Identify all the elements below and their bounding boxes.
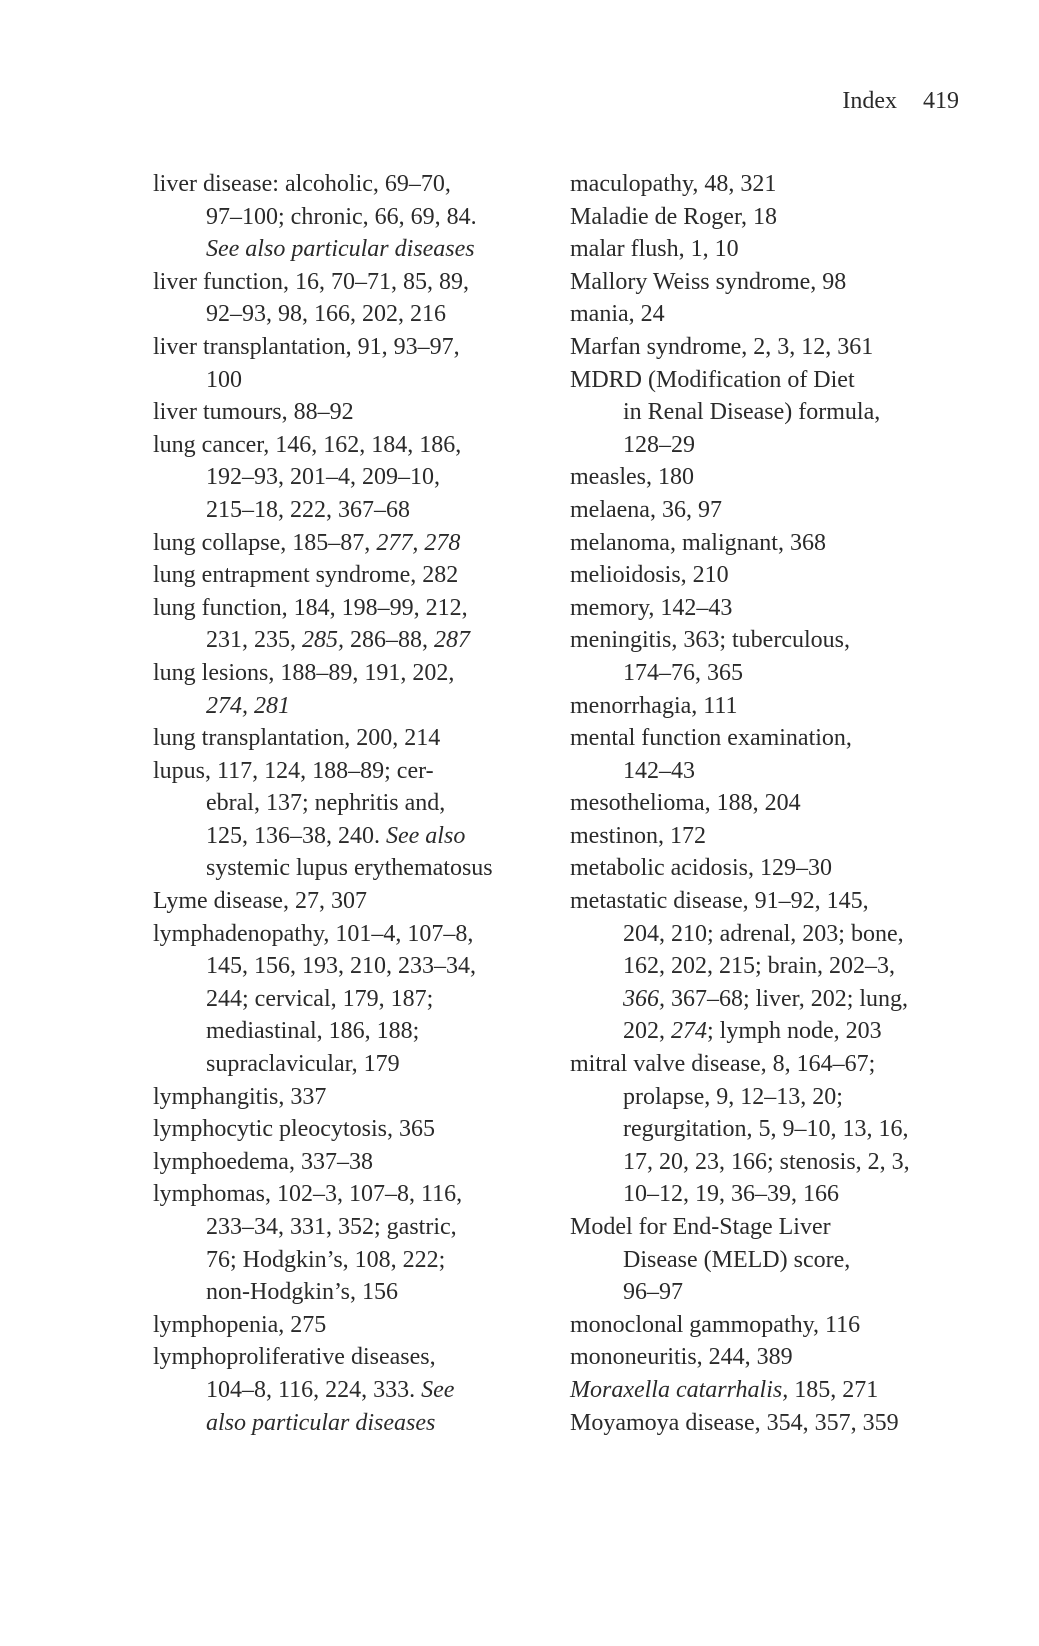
- index-subline: [153, 201, 538, 234]
- entry-text: liver transplantation, 91, 93–97,: [153, 333, 460, 360]
- entry-text: 10–12, 19, 36–39, 166: [623, 1181, 839, 1208]
- index-entry: [570, 494, 955, 527]
- entry-text: 92–93, 98, 166, 202, 216: [206, 301, 446, 328]
- entry-text: melanoma, malignant, 368: [570, 529, 826, 556]
- index-entry: [570, 852, 955, 885]
- index-entry: [570, 364, 955, 397]
- entry-text: 128–29: [623, 431, 695, 458]
- entry-text: MDRD (Modification of Diet: [570, 366, 855, 393]
- entry-text: lung transplantation, 200, 214: [153, 725, 441, 752]
- index-entry: [153, 1178, 538, 1211]
- index-subline: [570, 1015, 955, 1048]
- index-subline: [153, 233, 538, 266]
- entry-text: metastatic disease, 91–92, 145,: [570, 888, 869, 915]
- index-entry: [570, 1407, 955, 1440]
- index-subline: [570, 755, 955, 788]
- index-subline: [570, 1081, 955, 1114]
- entry-text: measles, 180: [570, 464, 694, 491]
- entry-italic-tail: 277, 278: [376, 529, 461, 556]
- entry-text: 145, 156, 193, 210, 233–34,: [206, 953, 476, 980]
- index-subline: [153, 820, 538, 853]
- entry-text: 125, 136–38, 240.: [206, 822, 386, 849]
- entry-text: meningitis, 363; tuberculous,: [570, 627, 850, 654]
- entry-text: systemic lupus erythematosus: [206, 855, 493, 882]
- index-entry: [570, 461, 955, 494]
- index-subline: [153, 1211, 538, 1244]
- index-subline: [153, 983, 538, 1016]
- index-subline: [153, 1048, 538, 1081]
- entry-text: lymphadenopathy, 101–4, 107–8,: [153, 920, 474, 947]
- index-subline: [570, 429, 955, 462]
- entry-text: ebral, 137; nephritis and,: [206, 790, 446, 817]
- index-entry: [153, 527, 538, 560]
- index-subline: [153, 494, 538, 527]
- entry-text: mononeuritis, 244, 389: [570, 1344, 793, 1371]
- index-entry: [153, 1146, 538, 1179]
- index-entry: [570, 1341, 955, 1374]
- entry-text: non-Hodgkin’s, 156: [206, 1279, 398, 1306]
- index-entry: [153, 722, 538, 755]
- entry-text: malar flush, 1, 10: [570, 236, 739, 263]
- entry-text: 100: [206, 366, 242, 393]
- entry-text: melioidosis, 210: [570, 562, 729, 589]
- entry-text: 244; cervical, 179, 187;: [206, 985, 434, 1012]
- entry-italic-tail: See: [421, 1376, 455, 1403]
- entry-italic-tail: 287: [434, 627, 470, 654]
- index-entry: [570, 527, 955, 560]
- entry-text: mestinon, 172: [570, 822, 706, 849]
- entry-text: lung collapse, 185–87,: [153, 529, 377, 556]
- entry-text: supraclavicular, 179: [206, 1051, 400, 1078]
- index-entry: [153, 266, 538, 299]
- index-entry: [570, 624, 955, 657]
- entry-text: 192–93, 201–4, 209–10,: [206, 464, 440, 491]
- index-entry: [570, 559, 955, 592]
- entry-text: Moraxella catarrhalis,: [570, 1376, 789, 1403]
- entry-italic-page: 274: [671, 1018, 707, 1045]
- index-entry: [153, 755, 538, 788]
- page-number: 419: [923, 88, 959, 114]
- entry-text: mania, 24: [570, 301, 665, 328]
- index-entry: [570, 820, 955, 853]
- entry-text: 97–100; chronic, 66, 69, 84.: [206, 203, 477, 230]
- entry-text: 233–34, 331, 352; gastric,: [206, 1214, 457, 1240]
- index-entry: [570, 331, 955, 364]
- entry-text: Model for End-Stage Liver: [570, 1214, 831, 1240]
- index-entry: [153, 429, 538, 462]
- entry-text: liver disease: alcoholic, 69–70,: [153, 171, 451, 197]
- entry-text: 202,: [623, 1018, 671, 1045]
- entry-text: Mallory Weiss syndrome, 98: [570, 268, 847, 295]
- index-entry: [570, 1374, 955, 1407]
- index-column-right: [570, 168, 955, 1439]
- index-subline: [153, 787, 538, 820]
- index-entry: [153, 1309, 538, 1342]
- index-entry: [570, 885, 955, 918]
- entry-text: melaena, 36, 97: [570, 496, 722, 523]
- entry-text-tail: 185, 271: [788, 1376, 879, 1403]
- index-subline: [153, 690, 538, 723]
- entry-text: 76; Hodgkin’s, 108, 222;: [206, 1246, 446, 1273]
- entry-italic-tail: See also: [386, 822, 466, 849]
- index-entry: [570, 722, 955, 755]
- entry-text: 142–43: [623, 757, 695, 784]
- entry-text: Disease (MELD) score,: [623, 1246, 851, 1273]
- entry-text: regurgitation, 5, 9–10, 13, 16,: [623, 1116, 909, 1143]
- entry-italic-page: 366,: [623, 985, 665, 1012]
- entry-text: 204, 210; adrenal, 203; bone,: [623, 920, 904, 947]
- running-head-label: Index: [842, 88, 897, 114]
- entry-text: also particular diseases: [206, 1409, 436, 1436]
- entry-text: 104–8, 116, 224, 333.: [206, 1376, 422, 1403]
- index-subline: [153, 364, 538, 397]
- index-entry: [570, 233, 955, 266]
- index-subline: [570, 1113, 955, 1146]
- entry-text: lymphomas, 102–3, 107–8, 116,: [153, 1181, 463, 1208]
- index-subline: [153, 298, 538, 331]
- index-subline: [153, 950, 538, 983]
- index-entry: [153, 331, 538, 364]
- index-entry: [570, 266, 955, 299]
- entry-text-tail: ; lymph node, 203: [707, 1018, 882, 1045]
- entry-text: mental function examination,: [570, 725, 852, 752]
- index-subline: [153, 852, 538, 885]
- index-entry: [570, 1211, 955, 1244]
- index-subline: [153, 1374, 538, 1407]
- index-entry: [153, 657, 538, 690]
- entry-text: lymphoproliferative diseases,: [153, 1344, 436, 1371]
- index-subline: [153, 1244, 538, 1277]
- index-subline: [570, 918, 955, 951]
- entry-text: lung function, 184, 198–99, 212,: [153, 594, 468, 621]
- entry-text: in Renal Disease) formula,: [623, 399, 881, 426]
- index-entry: [570, 592, 955, 625]
- index-subline: [570, 1244, 955, 1277]
- entry-text: prolapse, 9, 12–13, 20;: [623, 1083, 843, 1110]
- index-entry: [570, 201, 955, 234]
- entry-text: lymphopenia, 275: [153, 1311, 327, 1338]
- entry-italic-page: 285,: [302, 627, 344, 654]
- index-subline: [153, 461, 538, 494]
- index-entry: [570, 787, 955, 820]
- entry-text-tail: 286–88,: [344, 627, 434, 654]
- entry-text: See also particular diseases: [206, 236, 475, 263]
- index-column-left: [153, 168, 538, 1439]
- entry-text: lung lesions, 188–89, 191, 202,: [153, 659, 455, 686]
- index-subline: [153, 1407, 538, 1440]
- index-entry: [570, 298, 955, 331]
- index-entry: [570, 1048, 955, 1081]
- index-subline: [570, 950, 955, 983]
- entry-text: memory, 142–43: [570, 594, 733, 621]
- entry-text: 231, 235,: [206, 627, 302, 654]
- index-subline: [570, 396, 955, 429]
- entry-text: 17, 20, 23, 166; stenosis, 2, 3,: [623, 1148, 910, 1175]
- entry-text: mesothelioma, 188, 204: [570, 790, 801, 817]
- index-subline: [153, 1276, 538, 1309]
- entry-text: Maladie de Roger, 18: [570, 203, 777, 230]
- entry-text: monoclonal gammopathy, 116: [570, 1311, 861, 1338]
- entry-text: Marfan syndrome, 2, 3, 12, 361: [570, 333, 874, 360]
- index-entry: [153, 396, 538, 429]
- index-subline: [570, 1146, 955, 1179]
- index-subline: [570, 1276, 955, 1309]
- index-subline: [570, 983, 955, 1016]
- entry-text: lymphangitis, 337: [153, 1083, 327, 1110]
- entry-text: Lyme disease, 27, 307: [153, 888, 367, 915]
- entry-text: mitral valve disease, 8, 164–67;: [570, 1051, 876, 1078]
- index-entry: [153, 1081, 538, 1114]
- entry-text: 215–18, 222, 367–68: [206, 496, 410, 523]
- entry-text: 174–76, 365: [623, 659, 743, 686]
- entry-text: menorrhagia, 111: [570, 692, 738, 719]
- entry-text: 274, 281: [206, 692, 290, 719]
- entry-text: maculopathy, 48, 321: [570, 171, 777, 197]
- entry-text: mediastinal, 186, 188;: [206, 1018, 420, 1045]
- entry-text-tail: 367–68; liver, 202; lung,: [665, 985, 909, 1012]
- index-subline: [570, 1178, 955, 1211]
- index-entry: [153, 592, 538, 625]
- entry-text: 96–97: [623, 1279, 683, 1306]
- index-subline: [153, 1015, 538, 1048]
- entry-text: lymphocytic pleocytosis, 365: [153, 1116, 435, 1143]
- entry-text: lupus, 117, 124, 188–89; cer-: [153, 757, 434, 784]
- entry-text: lung entrapment syndrome, 282: [153, 562, 459, 589]
- entry-text: liver function, 16, 70–71, 85, 89,: [153, 268, 469, 295]
- index-entry: [153, 1113, 538, 1146]
- index-entry: [153, 1341, 538, 1374]
- index-entry: [153, 885, 538, 918]
- entry-text: metabolic acidosis, 129–30: [570, 855, 832, 882]
- index-entry: [153, 168, 538, 201]
- index-entry: [570, 690, 955, 723]
- entry-text: liver tumours, 88–92: [153, 399, 354, 426]
- index-entry: [153, 559, 538, 592]
- index-subline: [153, 624, 538, 657]
- running-head: [842, 88, 959, 115]
- entry-text: lung cancer, 146, 162, 184, 186,: [153, 431, 462, 458]
- index-entry: [570, 168, 955, 201]
- entry-text: lymphoedema, 337–38: [153, 1148, 373, 1175]
- index-subline: [570, 657, 955, 690]
- entry-text: 162, 202, 215; brain, 202–3,: [623, 953, 895, 980]
- entry-text: Moyamoya disease, 354, 357, 359: [570, 1409, 899, 1436]
- index-entry: [570, 1309, 955, 1342]
- index-entry: [153, 918, 538, 951]
